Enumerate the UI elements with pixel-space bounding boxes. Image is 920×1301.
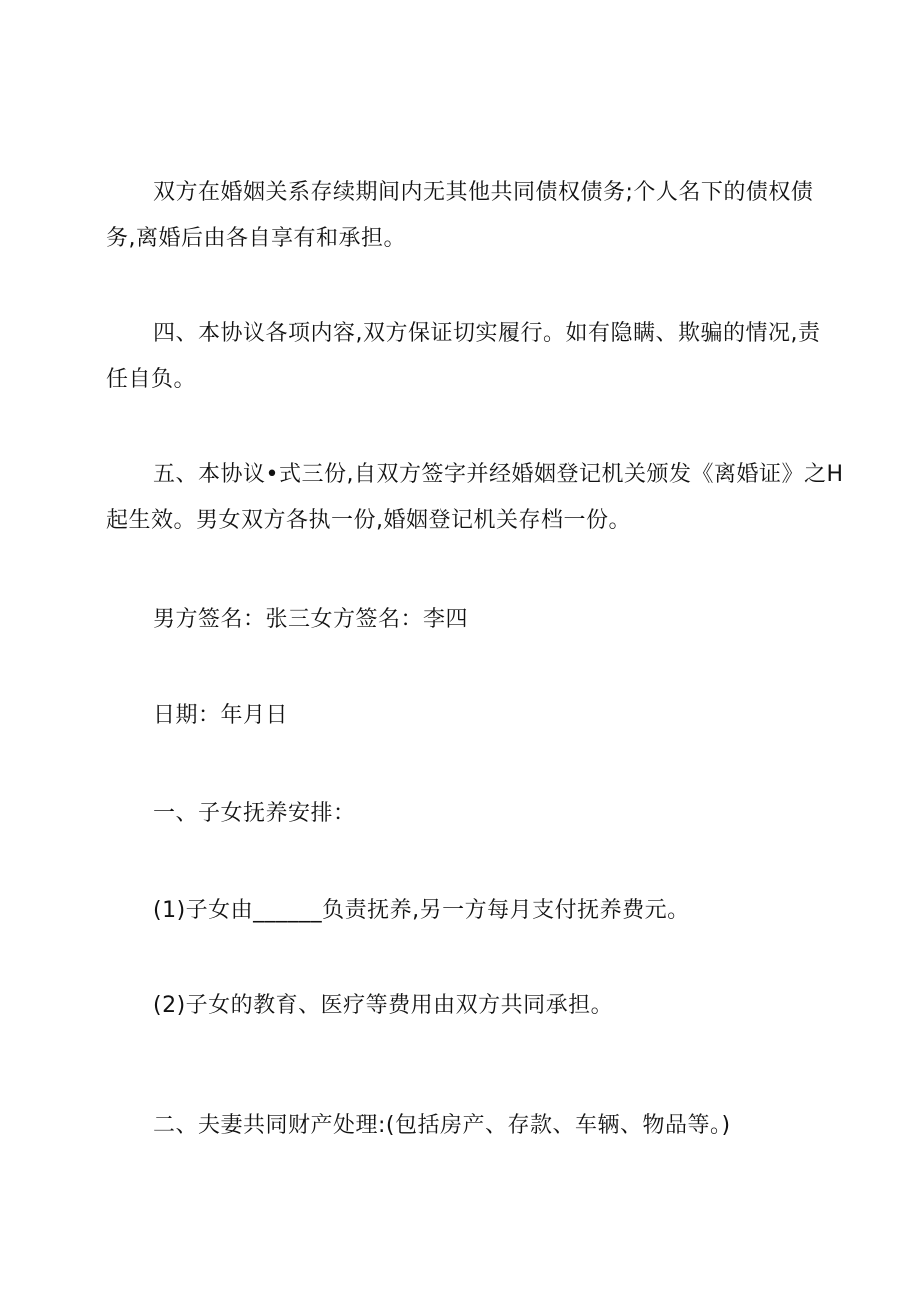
section-heading-child-custody (106, 791, 816, 837)
clause-item-1 (106, 888, 816, 934)
clause-item-2 (106, 983, 816, 1029)
paragraph-line: 二、夫妻共同财产处理:(包括房产、存款、车辆、物品等。) (153, 1113, 731, 1138)
paragraph-line: 任自负。 (106, 367, 197, 392)
paragraph-line: 起生效。男女双方各执一份,婚姻登记机关存档一份。 (106, 508, 631, 533)
paragraph-line: 日期：年月日 (153, 703, 289, 728)
paragraph-line: (1)子女由______负责抚养,另一方每月支付抚养费元。 (153, 898, 690, 923)
paragraph-line: 一、子女抚养安排： (153, 801, 356, 826)
paragraph-line: 双方在婚姻关系存续期间内无其他共同债权债务;个人名下的债权债 (153, 180, 814, 205)
paragraph-clause-five (106, 452, 844, 544)
section-heading-property (106, 1103, 816, 1149)
paragraph-line: 四、本协议各项内容,双方保证切实履行。如有隐瞒、欺骗的情况,责 (153, 321, 821, 346)
paragraph-line: 五、本协议•式三份,自双方签字并经婚姻登记机关颁发《离婚证》之H (153, 462, 844, 487)
paragraph-line: 务,离婚后由各自享有和承担。 (106, 226, 406, 251)
paragraph-line: 男方签名：张三女方签名：李四 (153, 607, 469, 632)
paragraph-debts (106, 170, 816, 262)
paragraph-clause-four (106, 311, 821, 403)
date-line (106, 693, 816, 739)
paragraph-line: (2)子女的教育、医疗等费用由双方共同承担。 (153, 993, 614, 1018)
signature-line (106, 597, 816, 643)
